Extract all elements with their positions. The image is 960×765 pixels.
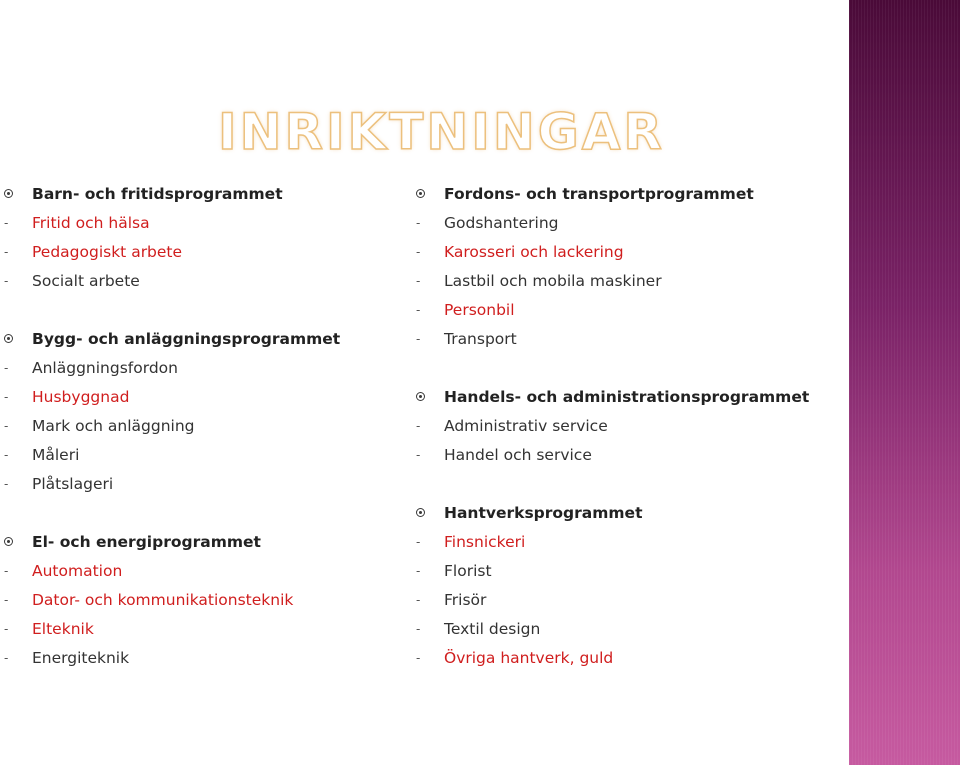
spacer [412,354,842,383]
target-bullet-icon [4,537,13,546]
decorative-side-bar [849,0,960,765]
program-track-item [412,238,842,267]
program-heading [0,325,400,354]
dash-bullet-icon: - [416,448,421,462]
track-label: Dator- och kommunikationsteknik [32,591,294,609]
program-track-item [0,557,400,586]
track-label: Anläggningsfordon [32,359,178,377]
dash-bullet-icon: - [416,593,421,607]
program-track-item [412,209,842,238]
program-track-item [0,586,400,615]
program-heading-label: Bygg- och anläggningsprogrammet [32,330,341,348]
track-label: Socialt arbete [32,272,140,290]
target-bullet-icon [4,189,13,198]
track-label: Pedagogiskt arbete [32,243,183,261]
track-label: Florist [444,562,492,580]
dash-bullet-icon: - [4,274,9,288]
dash-bullet-icon: - [416,216,421,230]
target-bullet-icon [416,392,425,401]
program-track-item [0,441,400,470]
dash-bullet-icon: - [416,245,421,259]
track-label: Plåtslageri [32,475,114,493]
track-label: Mark och anläggning [32,417,195,435]
target-bullet-icon [416,189,425,198]
dash-bullet-icon: - [4,419,9,433]
program-heading [412,180,842,209]
track-label: Karosseri och lackering [444,243,624,261]
track-label: Frisör [444,591,487,609]
target-bullet-icon [416,508,425,517]
track-label: Textil design [444,620,541,638]
left-program-column [0,180,400,673]
program-track-item [0,383,400,412]
dash-bullet-icon: - [416,332,421,346]
dash-bullet-icon: - [416,535,421,549]
track-label: Måleri [32,446,80,464]
program-track-item [0,412,400,441]
program-heading-label: El- och energiprogrammet [32,533,261,551]
dash-bullet-icon: - [416,303,421,317]
program-track-item [412,528,842,557]
program-heading-label: Barn- och fritidsprogrammet [32,185,283,203]
program-track-item [412,296,842,325]
track-label: Energiteknik [32,649,130,667]
track-label: Finsnickeri [444,533,526,551]
track-label: Personbil [444,301,515,319]
track-label: Fritid och hälsa [32,214,150,232]
program-track-item [412,586,842,615]
program-track-item [0,644,400,673]
dash-bullet-icon: - [4,216,9,230]
dash-bullet-icon: - [416,622,421,636]
dash-bullet-icon: - [416,419,421,433]
program-track-item [412,267,842,296]
dash-bullet-icon: - [4,593,9,607]
program-heading [412,383,842,412]
track-label: Administrativ service [444,417,608,435]
program-track-item [0,209,400,238]
program-track-item [0,615,400,644]
track-label: Automation [32,562,123,580]
dash-bullet-icon: - [4,361,9,375]
program-heading-label: Fordons- och transportprogrammet [444,185,754,203]
spacer [0,499,400,528]
dash-bullet-icon: - [4,651,9,665]
spacer [0,296,400,325]
track-label: Lastbil och mobila maskiner [444,272,662,290]
spacer [412,470,842,499]
target-bullet-icon [4,334,13,343]
program-track-item [412,441,842,470]
program-track-item [0,470,400,499]
program-heading [0,180,400,209]
program-track-item [412,644,842,673]
track-label: Godshantering [444,214,559,232]
dash-bullet-icon: - [4,245,9,259]
program-heading [0,528,400,557]
dash-bullet-icon: - [4,564,9,578]
track-label: Elteknik [32,620,94,638]
dash-bullet-icon: - [4,477,9,491]
track-label: Transport [444,330,517,348]
dash-bullet-icon: - [4,448,9,462]
track-label: Handel och service [444,446,592,464]
dash-bullet-icon: - [416,651,421,665]
program-heading-label: Handels- och administrationsprogrammet [444,388,810,406]
dash-bullet-icon: - [4,390,9,404]
right-program-column [412,180,842,673]
track-label: Övriga hantverk, guld [444,649,614,667]
program-track-item [0,267,400,296]
dash-bullet-icon: - [4,622,9,636]
program-track-item [412,557,842,586]
program-heading [412,499,842,528]
program-track-item [0,354,400,383]
program-track-item [412,325,842,354]
dash-bullet-icon: - [416,274,421,288]
program-heading-label: Hantverksprogrammet [444,504,643,522]
dash-bullet-icon: - [416,564,421,578]
program-track-item [412,615,842,644]
program-track-item [412,412,842,441]
page-title: INRIKTNINGAR [218,103,665,161]
program-track-item [0,238,400,267]
track-label: Husbyggnad [32,388,130,406]
